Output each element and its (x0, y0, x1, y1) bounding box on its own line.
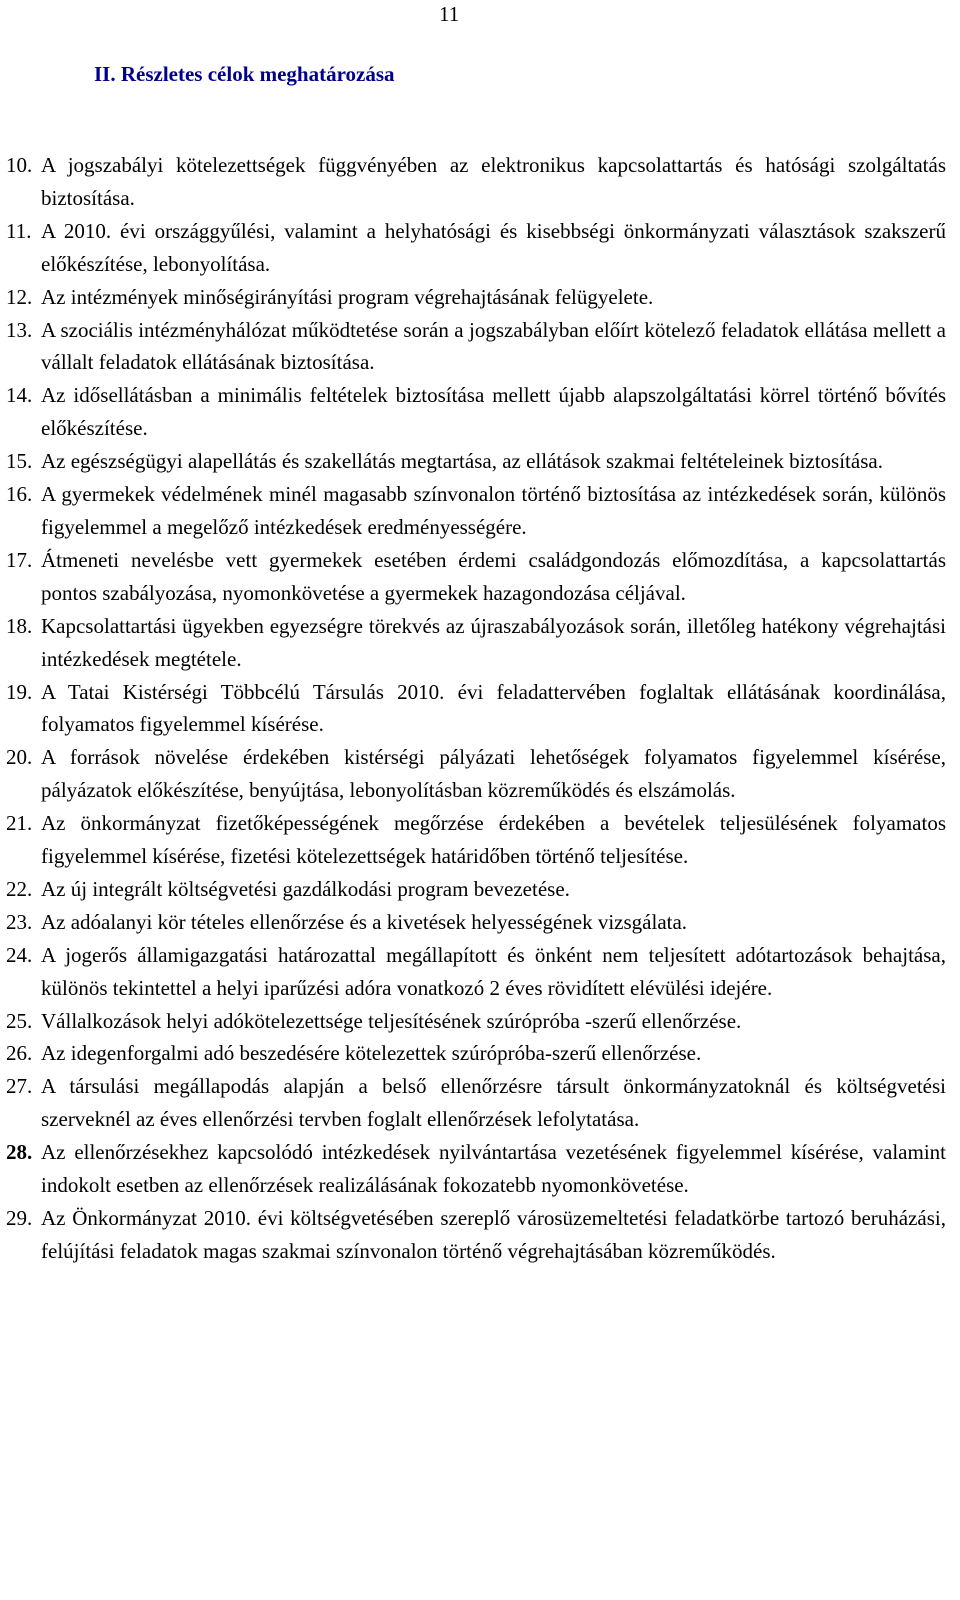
list-item-number: 14. (6, 383, 33, 408)
list-item (6, 314, 946, 380)
list-item (6, 906, 946, 939)
list-item (6, 281, 946, 314)
list-item-text: Vállalkozások helyi adókötelezettsége teljesítésének szúrópróba -szerű ellenőrzése. (41, 1008, 742, 1033)
list-item (6, 1070, 946, 1136)
list-item-number: 18. (6, 613, 33, 638)
list-item-text: Az önkormányzat fizetőképességének megőrzése érdekében a bevételek teljesülésének folyamatos figyelemmel kísérése, fizetési kötelezettségek határidőben történő teljesítése. (41, 811, 946, 869)
list-item (6, 1202, 946, 1268)
list-item-text: Kapcsolattartási ügyekben egyezségre törekvés az újraszabályozások során, illetőleg hatékony végrehajtási intézkedések megtétele. (41, 613, 946, 671)
list-item (6, 544, 946, 610)
list-item (6, 445, 946, 478)
list-item-text: A források növelése érdekében kistérségi pályázati lehetőségek folyamatos figyelemmel kísérése, pályázatok előkészítése, benyújtása, lebonyolításban közreműködés és elszámolás. (41, 745, 946, 803)
list-item-number: 24. (6, 942, 33, 967)
list-item-text: Az intézmények minőségirányítási program végrehajtásának felügyelete. (41, 284, 654, 309)
list-item (6, 939, 946, 1005)
list-item-number: 17. (6, 547, 33, 572)
section-title: II. Részletes célok meghatározása (94, 62, 395, 86)
list-item-text: Az ellenőrzésekhez kapcsolódó intézkedések nyilvántartása vezetésének figyelemmel kísérése, valamint indokolt esetben az ellenőrzések realizálásának fokozatebb nyomonkövetése. (41, 1140, 946, 1198)
list-item-number: 21. (6, 811, 33, 836)
list-item-number: 20. (6, 745, 33, 770)
goals-list (0, 149, 960, 1268)
page-number: 11 (439, 2, 460, 26)
list-item (6, 478, 946, 544)
list-item-number: 15. (6, 449, 33, 474)
list-item-text: Az Önkormányzat 2010. évi költségvetésében szereplő városüzemeltetési feladatkörbe tartozó beruházási, felújítási feladatok magas szakmai színvonalon történő végrehajtásában közreműködés. (41, 1206, 946, 1263)
list-item-text: Az új integrált költségvetési gazdálkodási program bevezetése. (41, 876, 570, 901)
list-item (6, 1136, 946, 1202)
list-item-number: 19. (6, 679, 33, 704)
list-item-text: A társulási megállapodás alapján a belső ellenőrzésre társult önkormányzatoknál és költségvetési szerveknél az éves ellenőrzési tervben foglalt ellenőrzések lefolytatása. (41, 1074, 946, 1132)
list-item-number: 25. (6, 1008, 33, 1033)
list-item-number: 23. (6, 909, 33, 934)
list-item-text: A 2010. évi országgyűlési, valamint a helyhatósági és kisebbségi önkormányzati választások szakszerű előkészítése, lebonyolítása. (41, 218, 946, 276)
list-item (6, 1037, 946, 1070)
list-item (6, 149, 946, 215)
list-item-text: Az egészségügyi alapellátás és szakellátás megtartása, az ellátások szakmai feltételeinek biztosítása. (41, 449, 883, 474)
list-item-number: 28. (6, 1140, 33, 1165)
list-item-text: Az idegenforgalmi adó beszedésére kötelezettek szúrópróba-szerű ellenőrzése. (41, 1041, 702, 1066)
list-item (6, 741, 946, 807)
list-item-text: A szociális intézményhálózat működtetése során a jogszabályban előírt kötelező feladatok ellátása mellett a vállalt feladatok ellátásának biztosítása. (41, 317, 946, 375)
list-item-number: 29. (6, 1206, 33, 1230)
list-item-text: Az adóalanyi kör tételes ellenőrzése és a kivetések helyességének vizsgálata. (41, 909, 688, 934)
list-item-number: 16. (6, 482, 33, 507)
list-item-number: 10. (6, 153, 33, 177)
list-item-number: 27. (6, 1074, 33, 1099)
list-item-number: 12. (6, 284, 33, 309)
list-item-text: A Tatai Kistérségi Többcélú Társulás 2010. évi feladattervében foglaltak ellátásának koordinálása, folyamatos figyelemmel kísérése. (41, 679, 946, 737)
list-item-text: A jogszabályi kötelezettségek függvényében az elektronikus kapcsolattartás és hatósági szolgáltatás biztosítása. (41, 153, 946, 210)
list-item-text: Átmeneti nevelésbe vett gyermekek esetében érdemi családgondozás előmozdítása, a kapcsolattartás pontos szabályozása, nyomonkövetése a gyermekek hazagondozása céljával. (41, 547, 946, 605)
list-item (6, 873, 946, 906)
list-item-text: A gyermekek védelmének minél magasabb színvonalon történő biztosítása az intézkedések során, különös figyelemmel a megelőző intézkedések eredményességére. (41, 482, 946, 539)
list-item (6, 379, 946, 445)
list-item-text: A jogerős államigazgatási határozattal megállapított és önként nem teljesített adótartozások behajtása, különös tekintettel a helyi iparűzési adóra vonatkozó 2 éves rövidített elévülési idejére. (41, 942, 946, 1000)
list-item (6, 1005, 946, 1038)
list-item-number: 26. (6, 1041, 33, 1066)
list-item-number: 22. (6, 876, 33, 901)
list-item-number: 11. (6, 218, 32, 243)
list-item-number: 13. (6, 317, 33, 342)
list-item (6, 215, 946, 281)
list-item (6, 676, 946, 742)
list-item (6, 807, 946, 873)
list-item (6, 610, 946, 676)
list-item-text: Az idősellátásban a minimális feltételek biztosítása mellett újabb alapszolgáltatási körrel történő bővítés előkészítése. (41, 383, 946, 441)
